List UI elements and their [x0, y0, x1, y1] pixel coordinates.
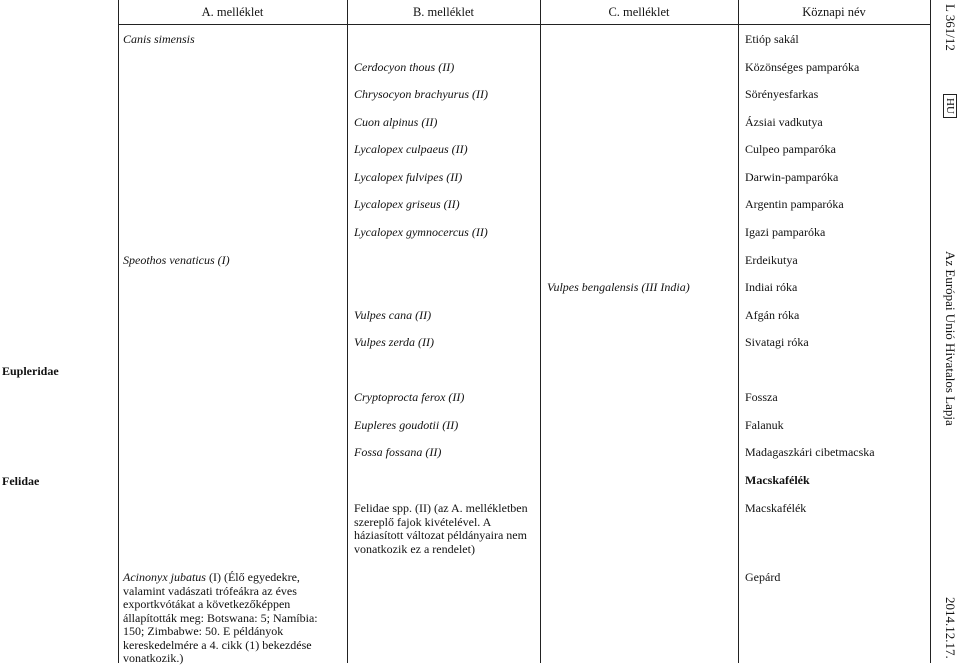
annex-b-species: Felidae spp. (II) (az A. mellékletben szereplő fajok kivételével. A háziasított változat példányaira nem vonatkozik ez a rendelet) [354, 501, 528, 556]
annex-b-species: Fossa fossana (II) [354, 445, 442, 459]
annex-b-species: Eupleres goudotii (II) [354, 418, 459, 432]
common-name: Etióp sakál [745, 32, 799, 46]
column-divider [930, 0, 931, 663]
column-divider [738, 0, 739, 663]
common-name: Argentin pamparóka [745, 197, 844, 211]
column-divider [118, 0, 119, 663]
annex-b-species: Vulpes zerda (II) [354, 335, 434, 349]
publication-date: 2014.12.17. [943, 597, 958, 659]
common-name: Macskafélék [745, 473, 810, 487]
annex-b-species: Cryptoprocta ferox (II) [354, 390, 465, 404]
page-reference: L 361/12 [943, 4, 958, 51]
annex-c-species: Vulpes bengalensis (III India) [547, 280, 690, 294]
column-divider [347, 0, 348, 663]
common-name: Macskafélék [745, 501, 807, 515]
annex-b-species: Lycalopex griseus (II) [354, 197, 460, 211]
journal-title: Az Európai Unió Hivatalos Lapja [943, 251, 958, 426]
header-divider [118, 24, 930, 25]
family-felidae: Felidae [2, 474, 40, 488]
annex-b-species: Vulpes cana (II) [354, 308, 432, 322]
common-name: Culpeo pamparóka [745, 142, 836, 156]
species-name: Acinonyx jubatus [123, 570, 206, 584]
species-note: (I) (Élő egyedekre, valamint vadászati trófeákra az éves exportkvótákat a következőképpen állapították meg: Botswana: 5; Namíbia: 150; Zimbabwe: 50. E példányok kereskedelmére a 4. cikk (1) bekezdése vonatkozik.) [123, 570, 318, 665]
annex-b-species: Lycalopex gymnocercus (II) [354, 225, 488, 239]
common-name: Sivatagi róka [745, 335, 809, 349]
common-name: Ázsiai vadkutya [745, 115, 823, 129]
header-annex-c: C. melléklet [608, 5, 670, 19]
header-common-name: Köznapi név [802, 5, 866, 19]
common-name: Darwin-pamparóka [745, 170, 839, 184]
header-annex-b: B. melléklet [412, 5, 475, 19]
language-badge [942, 94, 960, 118]
annex-a-species: Speothos venaticus (I) [123, 253, 230, 267]
column-divider [540, 0, 541, 663]
common-name: Gepárd [745, 570, 781, 584]
annex-b-species: Cuon alpinus (II) [354, 115, 438, 129]
common-name: Erdeikutya [745, 253, 798, 267]
common-name: Afgán róka [745, 308, 800, 322]
language-code: HU [943, 94, 957, 118]
header-annex-a: A. melléklet [201, 5, 264, 19]
annex-a-species: Canis simensis [123, 32, 195, 46]
annex-b-species: Chrysocyon brachyurus (II) [354, 87, 488, 101]
annex-b-species: Cerdocyon thous (II) [354, 60, 455, 74]
common-name: Indiai róka [745, 280, 798, 294]
annex-b-species: Lycalopex fulvipes (II) [354, 170, 463, 184]
annex-b-species: Lycalopex culpaeus (II) [354, 142, 468, 156]
common-name: Közönséges pamparóka [745, 60, 860, 74]
common-name: Sörényesfarkas [745, 87, 819, 101]
common-name: Igazi pamparóka [745, 225, 826, 239]
common-name: Falanuk [745, 418, 784, 432]
common-name: Madagaszkári cibetmacska [745, 445, 875, 459]
family-eupleridae: Eupleridae [2, 364, 59, 378]
annex-a-species [123, 571, 341, 666]
common-name: Fossza [745, 390, 778, 404]
